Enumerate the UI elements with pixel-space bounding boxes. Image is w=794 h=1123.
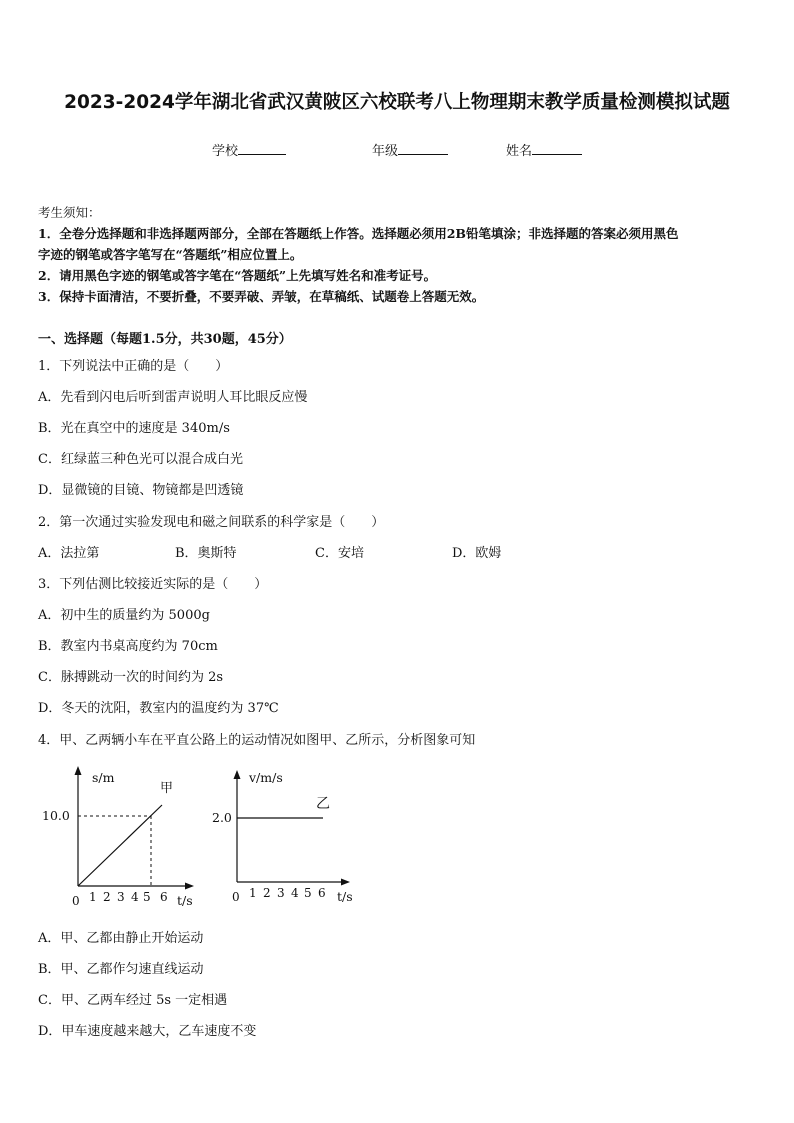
graph-jia-xtick-4: 4 xyxy=(131,890,139,904)
graph-jia-xtick-5: 5 xyxy=(143,890,151,904)
school-label: 学校 xyxy=(212,144,239,159)
q1-stem: 1．下列说法中正确的是（ ） xyxy=(38,359,229,374)
graph-yi-xtick-5: 5 xyxy=(304,886,312,900)
q1-option-b: B．光在真空中的速度是 340m/s xyxy=(38,421,230,436)
school-field xyxy=(212,140,286,159)
graph-yi-ylabel: v/m/s xyxy=(249,770,283,785)
graph-jia-series-label: 甲 xyxy=(160,781,174,796)
graph-yi-xtick-4: 4 xyxy=(291,886,299,900)
notice-item-1a: 1．全卷分选择题和非选择题两部分，全部在答题纸上作答。选择题必须用2B铅笔填涂；非选择题的答案必须用黑色 xyxy=(38,226,679,241)
q4-option-b: B．甲、乙都作匀速直线运动 xyxy=(38,962,204,977)
q2-option-d: D．欧姆 xyxy=(452,546,502,561)
graph-yi-xticks xyxy=(232,886,326,904)
q2-option-a: A．法拉第 xyxy=(38,546,100,561)
graph-yi-axes xyxy=(234,770,351,886)
notice-item-3: 3．保持卡面清洁，不要折叠，不要弄破、弄皱，在草稿纸、试题卷上答题无效。 xyxy=(38,289,485,304)
name-label: 姓名 xyxy=(506,144,533,159)
q4-option-a: A．甲、乙都由静止开始运动 xyxy=(38,931,204,946)
q2-stem: 2．第一次通过实验发现电和磁之间联系的科学家是（ ） xyxy=(38,515,385,530)
notice-heading: 考生须知： xyxy=(38,205,101,220)
grade-label: 年级 xyxy=(372,144,399,159)
graph-yi xyxy=(206,762,366,912)
section-heading: 一、选择题（每题1.5分，共30题，45分） xyxy=(38,332,292,347)
graph-yi-xtick-2: 2 xyxy=(263,886,271,900)
name-field xyxy=(506,140,582,159)
q3-option-b: B．教室内书桌高度约为 70cm xyxy=(38,639,218,654)
q1-option-d: D．显微镜的目镜、物镜都是凹透镜 xyxy=(38,483,244,498)
graph-yi-xtick-1: 1 xyxy=(249,886,257,900)
school-blank xyxy=(238,141,286,155)
graph-jia-xlabel: t/s xyxy=(177,893,193,908)
q4-option-c: C．甲、乙两车经过 5s 一定相遇 xyxy=(38,993,228,1008)
q2-option-b: B．奥斯特 xyxy=(175,546,237,561)
q1-option-a: A．先看到闪电后听到雷声说明人耳比眼反应慢 xyxy=(38,390,308,405)
graph-jia xyxy=(36,762,206,912)
q3-stem: 3．下列估测比较接近实际的是（ ） xyxy=(38,577,268,592)
graph-jia-xtick-0: 0 xyxy=(72,894,80,908)
graph-jia-xtick-6: 6 xyxy=(160,890,168,904)
graph-jia-xtick-2: 2 xyxy=(103,890,111,904)
graph-jia-xtick-3: 3 xyxy=(117,890,125,904)
graph-yi-series-label: 乙 xyxy=(316,796,330,812)
graph-jia-ytick: 10.0 xyxy=(42,808,70,823)
graph-jia-line xyxy=(78,805,162,886)
q1-option-c: C．红绿蓝三种色光可以混合成白光 xyxy=(38,452,243,467)
name-blank xyxy=(532,141,582,155)
graph-jia-xtick-1: 1 xyxy=(89,890,97,904)
page-title: 2023-2024学年湖北省武汉黄陂区六校联考八上物理期末教学质量检测模拟试题 xyxy=(64,92,730,113)
q3-option-d: D．冬天的沈阳，教室内的温度约为 37℃ xyxy=(38,701,279,716)
graph-yi-xtick-0: 0 xyxy=(232,890,240,904)
graph-yi-xtick-3: 3 xyxy=(277,886,285,900)
q4-option-d: D．甲车速度越来越大，乙车速度不变 xyxy=(38,1024,257,1039)
grade-field xyxy=(372,140,448,159)
graph-jia-ylabel: s/m xyxy=(92,770,115,785)
q3-option-a: A．初中生的质量约为 5000g xyxy=(38,608,210,623)
graph-yi-xlabel: t/s xyxy=(337,889,353,904)
q4-stem: 4．甲、乙两辆小车在平直公路上的运动情况如图甲、乙所示，分析图象可知 xyxy=(38,733,476,748)
graph-yi-xtick-6: 6 xyxy=(318,886,326,900)
q2-option-c: C．安培 xyxy=(315,546,364,561)
grade-blank xyxy=(398,141,448,155)
notice-item-2: 2．请用黑色字迹的钢笔或答字笔在“答题纸”上先填写姓名和准考证号。 xyxy=(38,268,437,283)
graph-jia-xticks xyxy=(72,890,168,908)
q3-option-c: C．脉搏跳动一次的时间约为 2s xyxy=(38,670,224,685)
graph-yi-ytick: 2.0 xyxy=(212,810,232,825)
notice-item-1b: 字迹的钢笔或答字笔写在“答题纸”相应位置上。 xyxy=(38,247,303,262)
